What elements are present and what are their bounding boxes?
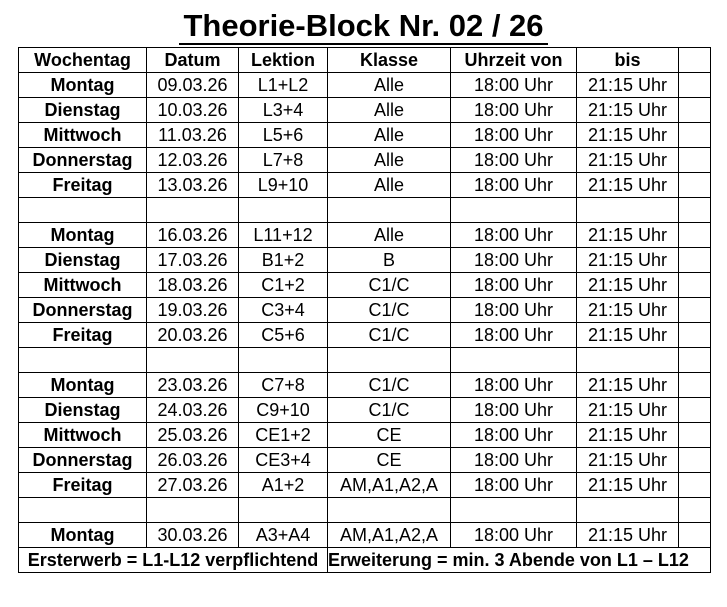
cell-day: [19, 498, 147, 523]
cell-time-from: 18:00 Uhr: [451, 223, 577, 248]
cell-class: AM,A1,A2,A: [328, 473, 451, 498]
table-row: [19, 173, 711, 198]
header-bis: bis: [577, 48, 679, 73]
cell-empty: [679, 223, 711, 248]
cell-time-to: 21:15 Uhr: [577, 248, 679, 273]
cell-time-from: [451, 198, 577, 223]
cell-date: 26.03.26: [147, 448, 239, 473]
cell-lesson: L7+8: [239, 148, 328, 173]
cell-day: Montag: [19, 223, 147, 248]
cell-time-from: 18:00 Uhr: [451, 298, 577, 323]
cell-time-to: 21:15 Uhr: [577, 523, 679, 548]
cell-class: Alle: [328, 98, 451, 123]
cell-day: Freitag: [19, 473, 147, 498]
cell-day: Mittwoch: [19, 273, 147, 298]
cell-date: 16.03.26: [147, 223, 239, 248]
cell-time-from: 18:00 Uhr: [451, 398, 577, 423]
cell-day: Dienstag: [19, 98, 147, 123]
cell-class: AM,A1,A2,A: [328, 523, 451, 548]
cell-time-from: [451, 348, 577, 373]
spacer-row: [19, 498, 711, 523]
cell-empty: [679, 348, 711, 373]
cell-date: [147, 498, 239, 523]
cell-time-to: 21:15 Uhr: [577, 273, 679, 298]
cell-day: Freitag: [19, 323, 147, 348]
cell-date: 11.03.26: [147, 123, 239, 148]
cell-empty: [679, 198, 711, 223]
cell-lesson: L9+10: [239, 173, 328, 198]
cell-empty: [679, 498, 711, 523]
cell-date: 24.03.26: [147, 398, 239, 423]
cell-empty: [679, 423, 711, 448]
cell-time-from: 18:00 Uhr: [451, 423, 577, 448]
cell-time-to: 21:15 Uhr: [577, 148, 679, 173]
cell-empty: [679, 173, 711, 198]
cell-time-to: [577, 348, 679, 373]
cell-class: C1/C: [328, 398, 451, 423]
cell-time-from: 18:00 Uhr: [451, 523, 577, 548]
cell-time-to: 21:15 Uhr: [577, 123, 679, 148]
table-row: [19, 423, 711, 448]
cell-class: CE: [328, 423, 451, 448]
cell-empty: [679, 98, 711, 123]
cell-class: Alle: [328, 173, 451, 198]
cell-time-from: 18:00 Uhr: [451, 273, 577, 298]
cell-lesson: CE3+4: [239, 448, 328, 473]
cell-empty: [679, 248, 711, 273]
cell-time-from: 18:00 Uhr: [451, 148, 577, 173]
cell-time-to: 21:15 Uhr: [577, 373, 679, 398]
table-row: [19, 273, 711, 298]
table-row: [19, 298, 711, 323]
cell-class: Alle: [328, 73, 451, 98]
cell-day: Dienstag: [19, 248, 147, 273]
cell-time-from: 18:00 Uhr: [451, 373, 577, 398]
cell-lesson: [239, 498, 328, 523]
cell-date: [147, 198, 239, 223]
cell-empty: [679, 373, 711, 398]
cell-class: C1/C: [328, 273, 451, 298]
cell-day: Donnerstag: [19, 148, 147, 173]
cell-class: [328, 348, 451, 373]
cell-lesson: CE1+2: [239, 423, 328, 448]
cell-lesson: C5+6: [239, 323, 328, 348]
header-klasse: Klasse: [328, 48, 451, 73]
cell-class: [328, 498, 451, 523]
cell-lesson: C1+2: [239, 273, 328, 298]
cell-time-from: [451, 498, 577, 523]
footer-left-note: Ersterwerb = L1-L12 verpflichtend: [19, 548, 328, 573]
cell-day: [19, 198, 147, 223]
table-row: [19, 373, 711, 398]
cell-lesson: L1+L2: [239, 73, 328, 98]
cell-empty: [679, 123, 711, 148]
header-empty: [679, 48, 711, 73]
cell-date: 23.03.26: [147, 373, 239, 398]
cell-time-to: 21:15 Uhr: [577, 423, 679, 448]
cell-class: B: [328, 248, 451, 273]
table-row: [19, 123, 711, 148]
cell-time-from: 18:00 Uhr: [451, 98, 577, 123]
cell-time-to: 21:15 Uhr: [577, 98, 679, 123]
cell-lesson: B1+2: [239, 248, 328, 273]
header-row: [19, 48, 711, 73]
cell-day: Donnerstag: [19, 298, 147, 323]
cell-time-to: 21:15 Uhr: [577, 173, 679, 198]
header-datum: Datum: [147, 48, 239, 73]
cell-date: 13.03.26: [147, 173, 239, 198]
cell-empty: [679, 273, 711, 298]
table-row: [19, 148, 711, 173]
cell-day: Montag: [19, 523, 147, 548]
cell-empty: [679, 448, 711, 473]
cell-day: Dienstag: [19, 398, 147, 423]
cell-date: 12.03.26: [147, 148, 239, 173]
cell-empty: [679, 298, 711, 323]
header-uhrzeit-von: Uhrzeit von: [451, 48, 577, 73]
schedule-table: [18, 47, 711, 573]
cell-empty: [679, 73, 711, 98]
cell-lesson: [239, 348, 328, 373]
cell-time-from: 18:00 Uhr: [451, 123, 577, 148]
cell-lesson: C3+4: [239, 298, 328, 323]
cell-lesson: A1+2: [239, 473, 328, 498]
cell-time-to: 21:15 Uhr: [577, 398, 679, 423]
cell-date: [147, 348, 239, 373]
cell-day: [19, 348, 147, 373]
table-row: [19, 448, 711, 473]
cell-lesson: [239, 198, 328, 223]
table-row: [19, 523, 711, 548]
cell-empty: [679, 523, 711, 548]
cell-class: C1/C: [328, 298, 451, 323]
cell-class: C1/C: [328, 323, 451, 348]
table-row: [19, 223, 711, 248]
cell-lesson: C9+10: [239, 398, 328, 423]
cell-time-to: 21:15 Uhr: [577, 448, 679, 473]
cell-date: 10.03.26: [147, 98, 239, 123]
cell-day: Montag: [19, 373, 147, 398]
cell-lesson: A3+A4: [239, 523, 328, 548]
cell-time-from: 18:00 Uhr: [451, 248, 577, 273]
cell-date: 19.03.26: [147, 298, 239, 323]
cell-time-to: 21:15 Uhr: [577, 473, 679, 498]
cell-empty: [679, 473, 711, 498]
cell-empty: [679, 148, 711, 173]
cell-time-from: 18:00 Uhr: [451, 473, 577, 498]
cell-time-from: 18:00 Uhr: [451, 323, 577, 348]
table-row: [19, 398, 711, 423]
cell-day: Montag: [19, 73, 147, 98]
table-row: [19, 473, 711, 498]
table-row: [19, 73, 711, 98]
cell-time-from: 18:00 Uhr: [451, 448, 577, 473]
cell-day: Freitag: [19, 173, 147, 198]
cell-time-to: 21:15 Uhr: [577, 323, 679, 348]
footer-row: [19, 548, 711, 573]
spacer-row: [19, 198, 711, 223]
title-text: Theorie-Block Nr. 02 / 26: [179, 9, 547, 45]
header-lektion: Lektion: [239, 48, 328, 73]
table-row: [19, 248, 711, 273]
cell-empty: [679, 398, 711, 423]
cell-time-from: 18:00 Uhr: [451, 73, 577, 98]
spacer-row: [19, 348, 711, 373]
cell-day: Mittwoch: [19, 423, 147, 448]
header-wochentag: Wochentag: [19, 48, 147, 73]
table-row: [19, 323, 711, 348]
table-row: [19, 98, 711, 123]
cell-day: Donnerstag: [19, 448, 147, 473]
cell-class: C1/C: [328, 373, 451, 398]
cell-class: Alle: [328, 123, 451, 148]
cell-class: Alle: [328, 148, 451, 173]
footer-right-note: Erweiterung = min. 3 Abende von L1 – L12: [328, 548, 711, 573]
cell-date: 17.03.26: [147, 248, 239, 273]
cell-time-to: 21:15 Uhr: [577, 298, 679, 323]
cell-day: Mittwoch: [19, 123, 147, 148]
cell-lesson: L3+4: [239, 98, 328, 123]
cell-class: CE: [328, 448, 451, 473]
cell-date: 27.03.26: [147, 473, 239, 498]
cell-date: 20.03.26: [147, 323, 239, 348]
cell-class: [328, 198, 451, 223]
cell-lesson: C7+8: [239, 373, 328, 398]
cell-date: 18.03.26: [147, 273, 239, 298]
cell-time-to: [577, 498, 679, 523]
cell-lesson: L11+12: [239, 223, 328, 248]
cell-empty: [679, 323, 711, 348]
cell-date: 09.03.26: [147, 73, 239, 98]
cell-date: 30.03.26: [147, 523, 239, 548]
cell-date: 25.03.26: [147, 423, 239, 448]
cell-class: Alle: [328, 223, 451, 248]
cell-time-from: 18:00 Uhr: [451, 173, 577, 198]
cell-lesson: L5+6: [239, 123, 328, 148]
cell-time-to: [577, 198, 679, 223]
page-title: [0, 8, 727, 45]
cell-time-to: 21:15 Uhr: [577, 223, 679, 248]
cell-time-to: 21:15 Uhr: [577, 73, 679, 98]
